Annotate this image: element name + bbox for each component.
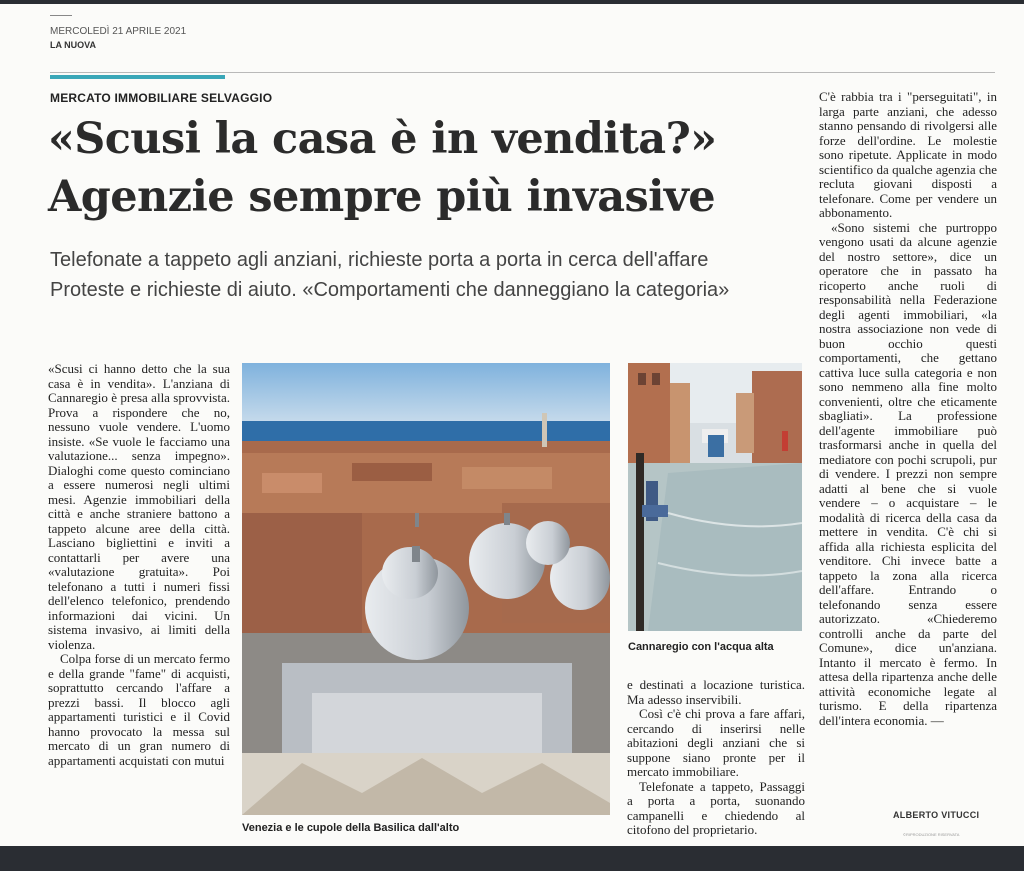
venice-basilica-photo	[242, 363, 610, 815]
subhead-line-2: Proteste e richieste di aiuto. «Comportamenti che danneggiano la categoria»	[50, 279, 730, 301]
body-paragraph: e destinati a locazione turistica. Ma adesso inservibili.	[627, 677, 805, 707]
header-divider	[50, 72, 995, 73]
article-headline	[48, 110, 808, 226]
cannaregio-canal-photo	[628, 363, 802, 631]
body-paragraph: C'è rabbia tra i "perseguitati", in larga parte anziani, che adesso stanno pensando di rivolgersi alle forze dell'ordine. Le molestie sono ripetute. Applicate in modo scientifico da qualche agenzia che recluta giovani disposti a telefonare. Come per vendere un abbonamento.	[819, 89, 997, 220]
accent-divider	[50, 75, 225, 79]
subhead-line-1: Telefonate a tappeto agli anziani, richieste porta a porta in cerca dell'affare	[50, 249, 709, 271]
body-column-3	[627, 678, 805, 838]
body-paragraph: Colpa forse di un mercato fermo e della grande "fame" di acquisti, soprattutto cercando l'affare a prezzi bassi. Il blocco agli appartamenti turistici e il Covid hanno provocato la messa sul mercato di un gran numero di appartamenti acquistati con mutui	[48, 651, 230, 768]
article-subhead	[50, 245, 810, 305]
newspaper-name: LA NUOVA	[50, 40, 96, 50]
author-byline: ALBERTO VITUCCI	[893, 810, 980, 820]
copyright-notice: ©RIPRODUZIONE RISERVATA	[903, 832, 960, 837]
meta-rule	[50, 15, 72, 16]
body-column-4	[819, 90, 997, 728]
venice-basilica-illustration	[242, 363, 610, 815]
venice-photo-caption: Venezia e le cupole della Basilica dall'alto	[242, 822, 460, 834]
cannaregio-canal-illustration	[628, 363, 802, 631]
body-paragraph: Così c'è chi prova a fare affari, cercando di inserirsi nelle abitazioni degli anziani che si suppone siano pronte per il mercato immobiliare.	[627, 706, 805, 779]
body-paragraph: «Scusi ci hanno detto che la sua casa è in vendita». L'anziana di Cannaregio è presa alla sprovvista. Prova a rispondere che no, nessuno vuole vendere. L'uomo insiste. «Se vuole le facciamo una valutazione... senza impegno». Dialoghi come questo cominciano a essere numerosi negli ultimi mesi. Agenzie immobiliari della città e anche straniere battono a tappeto alcune aree della città. Lasciano bigliettini e inviti a contattarli per avere una «valutazione gratuita». Poi telefonano a tutti i numeri fissi dell'elenco telefonico, prendendo informazioni dai vicini. Un sistema invasivo, ai limiti della violenza.	[48, 361, 230, 652]
body-column-1	[48, 362, 230, 768]
canal-photo-caption: Cannaregio con l'acqua alta	[628, 641, 774, 653]
headline-line-2: Agenzie sempre più invasive	[48, 172, 716, 222]
body-paragraph: Telefonate a tappeto, Passaggi a porta a porta, suonando campanelli e chiedendo al citofono del proprietario.	[627, 778, 805, 837]
headline-line-1: «Scusi la casa è in vendita?»	[48, 114, 717, 164]
top-frame-bar	[0, 0, 1024, 4]
body-paragraph: «Sono sistemi che purtroppo vengono usati da alcune agenzie del nostro settore», dice un operatore che in passato ha ricoperto anche ruoli di responsabilità nella Federazione degli agenti immobiliari, «la nostra associazione non vede di buon occhio questi comportamenti, che gettano cattiva luce sulla categoria e non sono nemmeno alla fine molto convenienti, oltre che eticamente sbagliati». La professione dell'agente immobiliare può trasformarsi anche in quella del mediatore con pochi scrupoli, pur di vendere. I prezzi non sempre adatti al bene che si vuole vendere – o acquistare – le modalità di ricerca della casa da mettere in vendita. C'è chi si affida alla richiesta esplicita del venditore. Chi invece batte a tappeto la zona alla ricerca dell'affare. Entrando o telefonando senza essere autorizzato. «Chiederemo controlli anche da parte del Comune», dice un'anziana. Intanto il mercato è fermo. In attesa della ripartenza anche delle attività economiche legate al turismo. E della ripartenza dell'intera economia. —	[819, 219, 997, 728]
issue-date: MERCOLEDÌ 21 APRILE 2021	[50, 26, 187, 37]
bottom-frame-bar	[0, 846, 1024, 871]
article-kicker: MERCATO IMMOBILIARE SELVAGGIO	[50, 91, 273, 105]
